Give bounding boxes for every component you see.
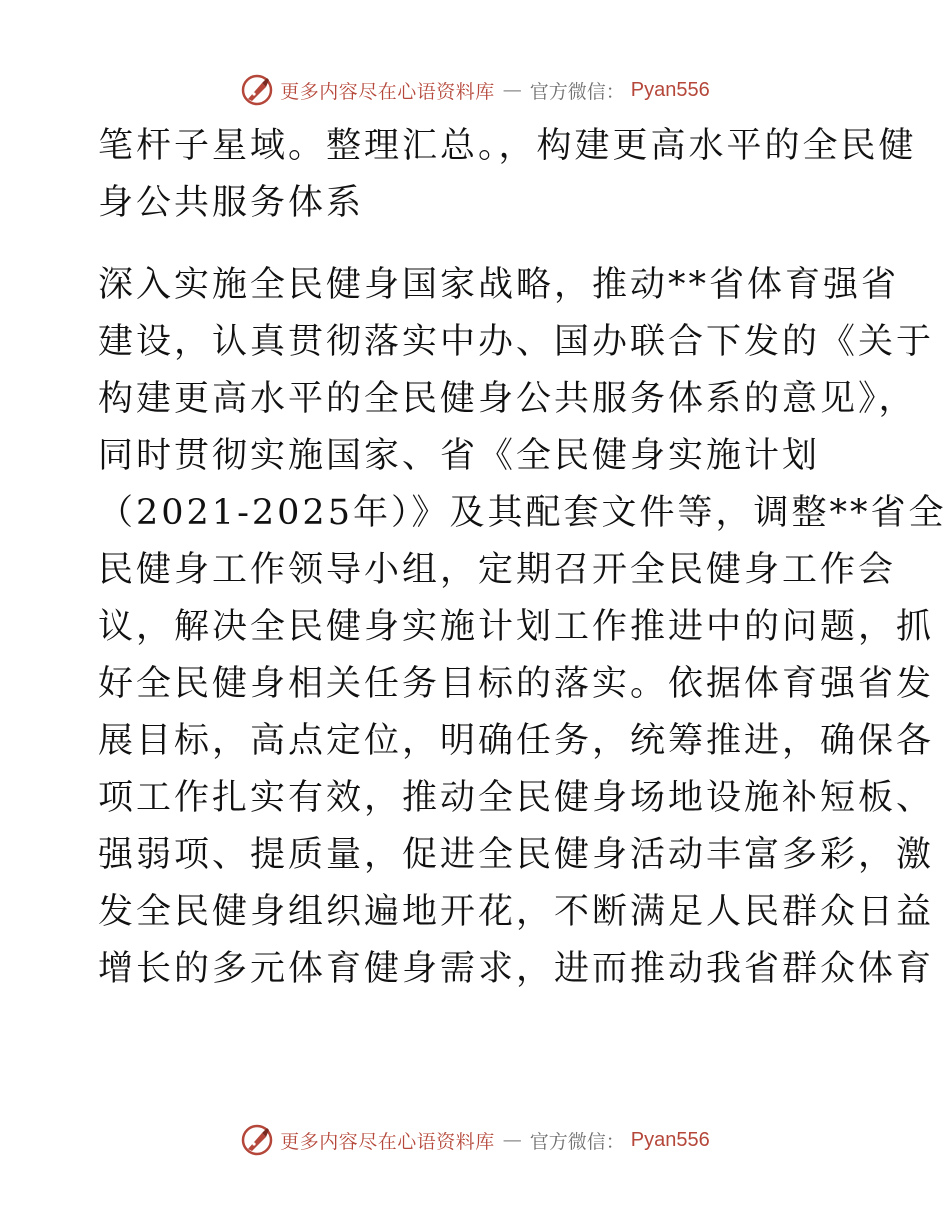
pen-nib-logo-icon [240, 1123, 274, 1157]
body-line-13: 增长的多元体育健身需求，进而推动我省群众体育 [98, 949, 935, 989]
body-line-6: 民健身工作领导小组，定期召开全民健身工作会 [98, 550, 897, 590]
banner-text: 更多内容尽在心语资料库 [280, 80, 495, 103]
body-line-12: 发全民健身组织遍地开花，不断满足人民群众日益 [98, 892, 935, 932]
footer-banner [0, 1120, 950, 1160]
body-line-3: 构建更高水平的全民健身公共服务体系的意见》， [98, 379, 917, 419]
banner-wechat-label: 官方微信： [529, 1130, 625, 1153]
heading-line-2: 身公共服务体系 [98, 183, 365, 223]
banner-separator: — [502, 1129, 522, 1151]
pen-nib-logo-icon [240, 73, 274, 107]
banner-wechat-id: Pyan556 [630, 78, 710, 101]
body-line-5: （2021-2025年）》及其配套文件等，调整**省全 [98, 493, 947, 533]
document-heading [98, 118, 917, 232]
document-body [98, 118, 947, 998]
paragraph-gap [98, 232, 858, 257]
body-paragraph [98, 257, 947, 998]
body-line-4: 同时贯彻实施国家、省《全民健身实施计划 [98, 436, 821, 476]
body-line-2: 建设，认真贯彻落实中办、国办联合下发的《关于 [98, 322, 935, 362]
body-line-7: 议，解决全民健身实施计划工作推进中的问题，抓 [98, 607, 935, 647]
heading-line-1: 笔杆子星域。整理汇总。，构建更高水平的全民健 [98, 126, 917, 166]
banner-wechat-id: Pyan556 [630, 1128, 710, 1151]
body-line-10: 项工作扎实有效，推动全民健身场地设施补短板、 [98, 778, 935, 818]
header-banner [0, 70, 950, 110]
banner-text: 更多内容尽在心语资料库 [280, 1130, 495, 1153]
body-line-1: 深入实施全民健身国家战略，推动**省体育强省 [98, 265, 900, 305]
banner-separator: — [502, 79, 522, 101]
body-line-9: 展目标，高点定位，明确任务，统筹推进，确保各 [98, 721, 935, 761]
body-line-11: 强弱项、提质量，促进全民健身活动丰富多彩，激 [98, 835, 935, 875]
banner-wechat-label: 官方微信： [529, 80, 625, 103]
body-line-8: 好全民健身相关任务目标的落实。依据体育强省发 [98, 664, 935, 704]
